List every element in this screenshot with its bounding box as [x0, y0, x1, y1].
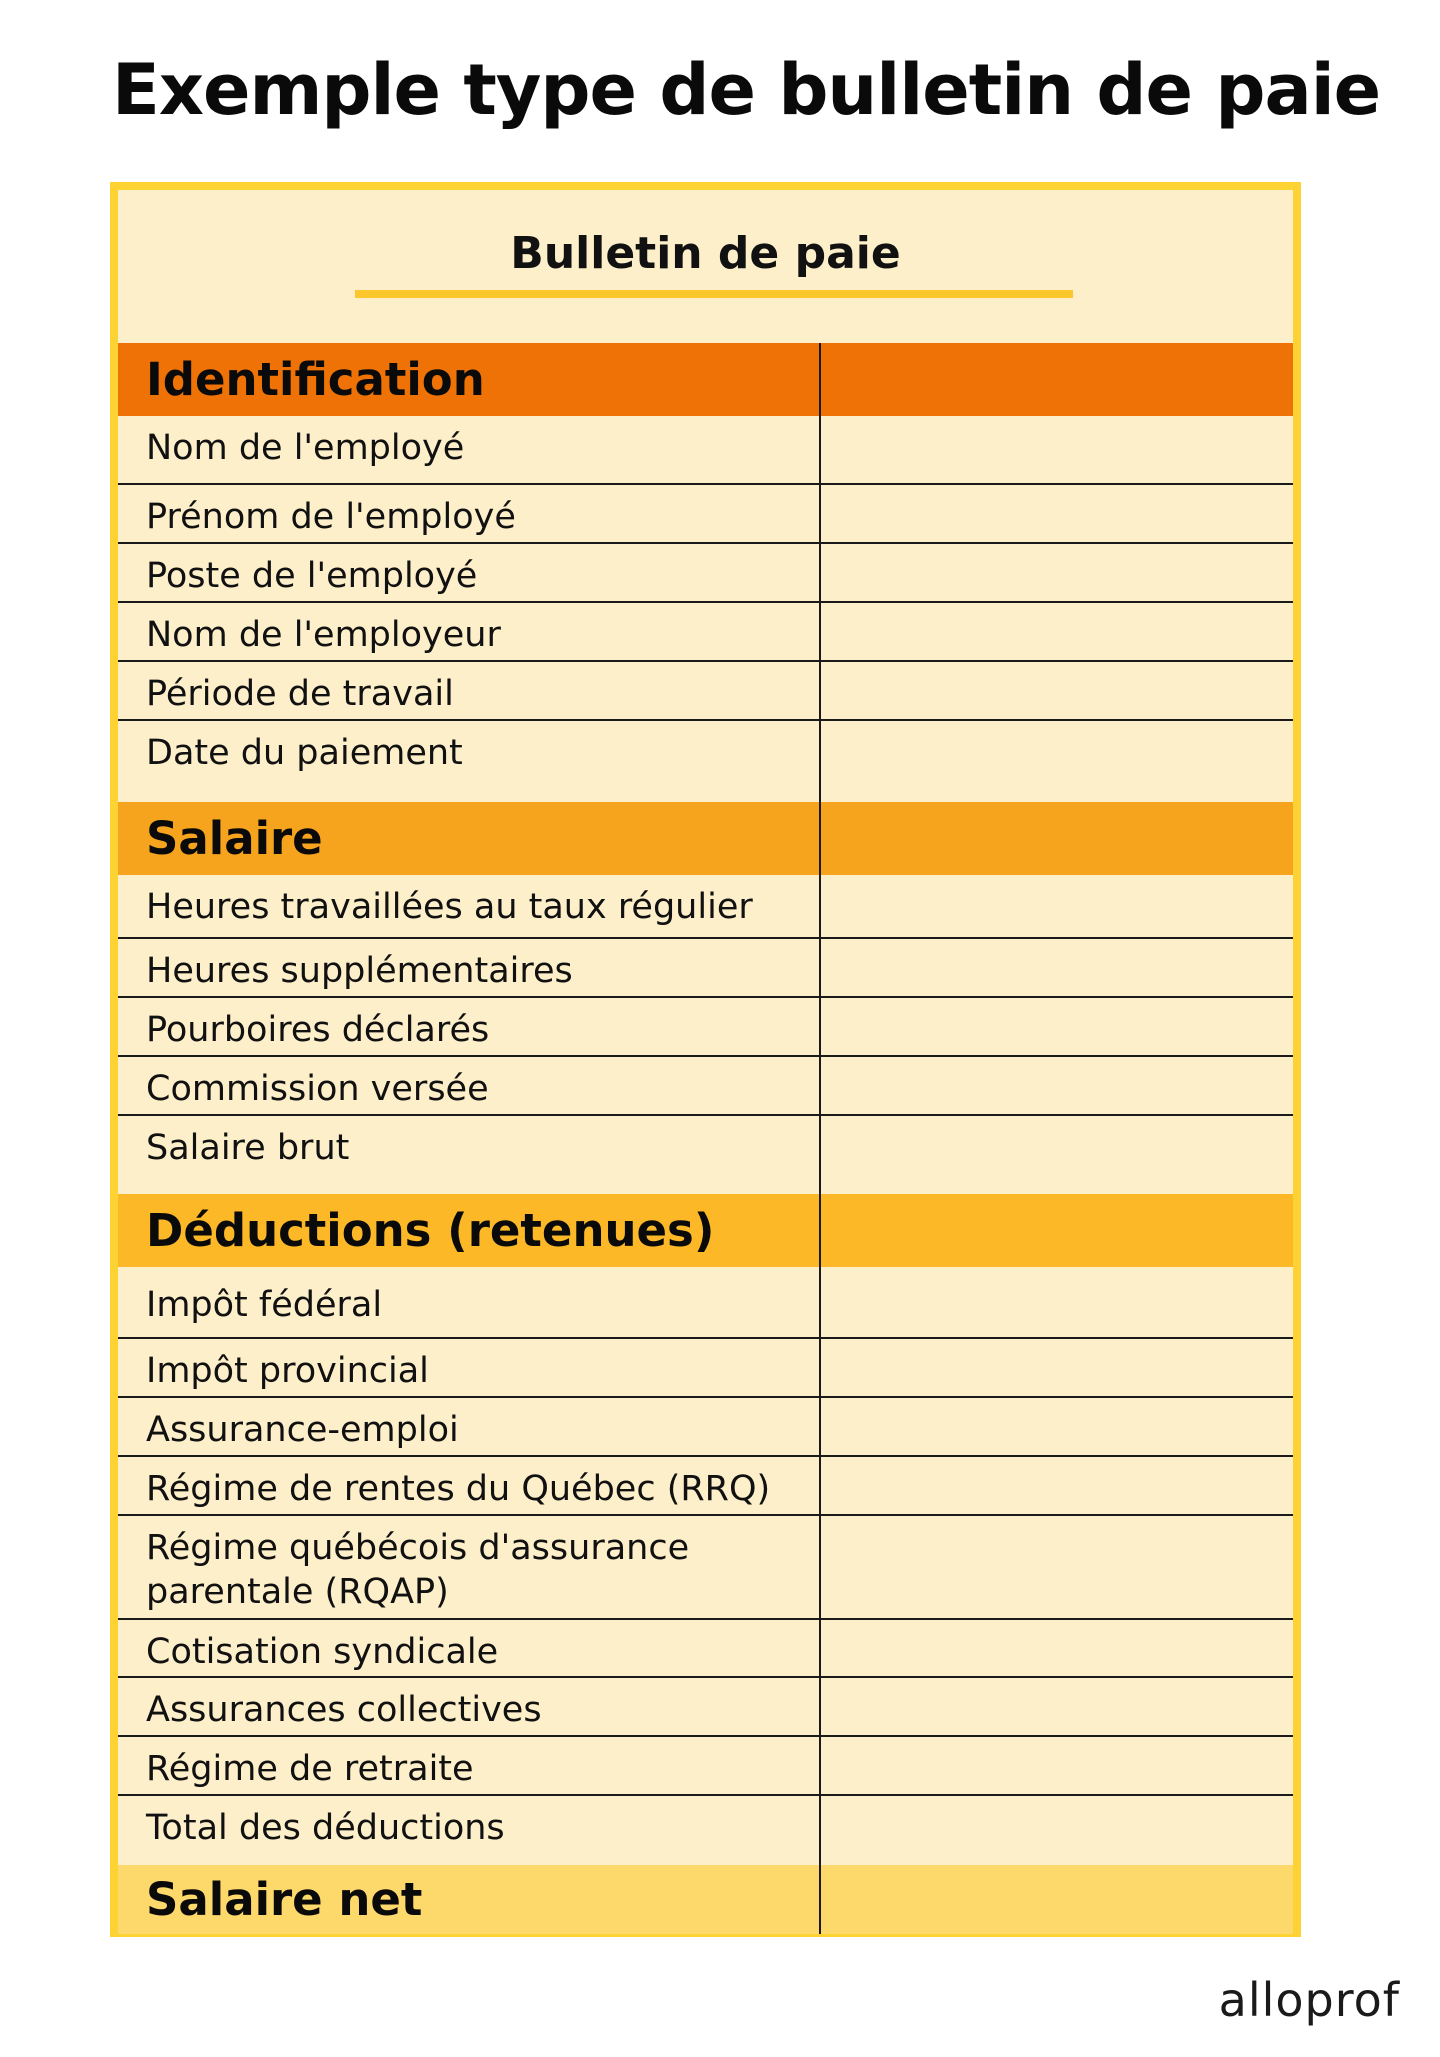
row-label: Heures travaillées au taux régulier [118, 875, 821, 937]
value-cell[interactable] [821, 1796, 1293, 1865]
table-row [118, 1794, 1293, 1865]
table-row [118, 1396, 1293, 1455]
value-cell[interactable] [821, 875, 1293, 937]
section-header-deductions [118, 1194, 1293, 1267]
row-label: Assurance-emploi [118, 1398, 821, 1455]
row-label: Salaire brut [118, 1116, 821, 1194]
section-title: Identification [118, 343, 821, 416]
title-underline [355, 290, 1073, 298]
table-row [118, 1455, 1293, 1514]
table-row [118, 1267, 1293, 1337]
value-cell[interactable] [821, 662, 1293, 719]
section-title: Salaire [118, 802, 821, 875]
row-label: Assurances collectives [118, 1678, 821, 1735]
value-cell[interactable] [821, 1057, 1293, 1114]
row-label: Pourboires déclarés [118, 998, 821, 1055]
table-row [118, 601, 1293, 660]
value-cell[interactable] [821, 1737, 1293, 1794]
value-cell[interactable] [821, 998, 1293, 1055]
row-label: Nom de l'employeur [118, 603, 821, 660]
row-label: Régime québécois d'assurance parentale (RQAP) [118, 1516, 821, 1618]
table-row [118, 416, 1293, 483]
table-row [118, 996, 1293, 1055]
value-cell[interactable] [821, 1516, 1293, 1618]
row-label: Prénom de l'employé [118, 485, 821, 542]
net-value-cell[interactable] [821, 1865, 1293, 1934]
section-value-cell [821, 802, 1293, 875]
table-row [118, 1735, 1293, 1794]
table-row [118, 937, 1293, 996]
row-label: Commission versée [118, 1057, 821, 1114]
table-row [118, 1055, 1293, 1114]
value-cell[interactable] [821, 1620, 1293, 1676]
section-header-identification [118, 343, 1293, 416]
table-row [118, 1337, 1293, 1396]
value-cell[interactable] [821, 544, 1293, 601]
value-cell[interactable] [821, 1267, 1293, 1337]
payslip-card [110, 182, 1301, 1937]
value-cell[interactable] [821, 721, 1293, 802]
section-title: Déductions (retenues) [118, 1194, 821, 1267]
table-row [118, 1514, 1293, 1618]
value-cell[interactable] [821, 1116, 1293, 1194]
table-row [118, 1114, 1293, 1194]
value-cell[interactable] [821, 603, 1293, 660]
table-row [118, 483, 1293, 542]
row-label: Régime de retraite [118, 1737, 821, 1794]
payslip-table [118, 343, 1293, 1934]
section-title: Salaire net [118, 1865, 821, 1934]
row-label: Total des déductions [118, 1796, 821, 1865]
value-cell[interactable] [821, 485, 1293, 542]
card-title: Bulletin de paie [510, 228, 901, 279]
row-label: Nom de l'employé [118, 416, 821, 483]
page-title: Exemple type de bulletin de paie [112, 49, 1381, 131]
row-label: Heures supplémentaires [118, 939, 821, 996]
value-cell[interactable] [821, 1398, 1293, 1455]
section-value-cell [821, 343, 1293, 416]
row-label: Période de travail [118, 662, 821, 719]
value-cell[interactable] [821, 1339, 1293, 1396]
row-label: Poste de l'employé [118, 544, 821, 601]
section-header-salaire-net [118, 1865, 1293, 1934]
row-label: Date du paiement [118, 721, 821, 802]
table-row [118, 542, 1293, 601]
value-cell[interactable] [821, 416, 1293, 483]
row-label: Impôt provincial [118, 1339, 821, 1396]
row-label: Cotisation syndicale [118, 1620, 821, 1676]
table-row [118, 875, 1293, 937]
row-label: Régime de rentes du Québec (RRQ) [118, 1457, 821, 1514]
table-row [118, 719, 1293, 802]
value-cell[interactable] [821, 1678, 1293, 1735]
row-label: Impôt fédéral [118, 1267, 821, 1337]
value-cell[interactable] [821, 939, 1293, 996]
alloprof-logo: alloprof [1218, 1973, 1400, 2027]
table-row [118, 1676, 1293, 1735]
table-row [118, 1618, 1293, 1676]
section-header-salaire [118, 802, 1293, 875]
section-value-cell [821, 1194, 1293, 1267]
value-cell[interactable] [821, 1457, 1293, 1514]
table-row [118, 660, 1293, 719]
